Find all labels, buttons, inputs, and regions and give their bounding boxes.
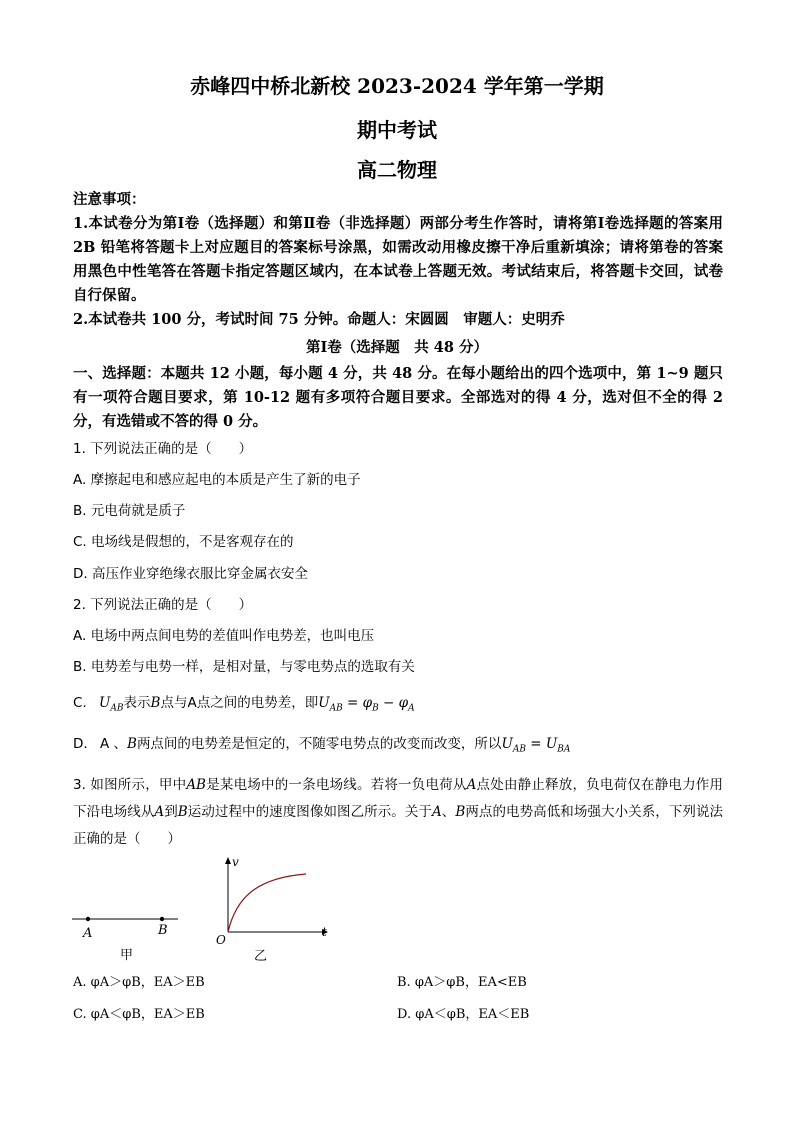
q2-c-u: $U_{AB}$ bbox=[99, 695, 124, 714]
subject-title: 高二物理 bbox=[357, 158, 437, 182]
figure-yi bbox=[210, 852, 335, 964]
figure-yi-caption: 乙 bbox=[254, 949, 268, 964]
q2-c-prefix: C. bbox=[73, 695, 87, 711]
figure-jia-caption: 甲 bbox=[120, 948, 134, 963]
figure-jia bbox=[70, 905, 190, 965]
v-axis-label: v bbox=[232, 855, 239, 869]
q2-option-a: A. 电场中两点间电势的差值叫作电势差，也叫电压 bbox=[73, 628, 375, 644]
q2-option-d: D. A 、B两点间的电势差是恒定的，不随零电势点的改变而改变，所以$U_{AB} = U_{BA}$ bbox=[73, 736, 571, 755]
q1-stem: 1. 下列说法正确的是（ ） bbox=[73, 441, 253, 457]
velocity-curve bbox=[228, 874, 306, 932]
school-title: 赤峰四中桥北新校 2023-2024 学年第一学期 bbox=[190, 74, 604, 98]
q2-option-b: B. 电势差与电势一样，是相对量，与零电势点的选取有关 bbox=[73, 659, 415, 675]
notes-heading: 注意事项： bbox=[73, 191, 146, 208]
q1-option-d: D. 高压作业穿绝缘衣服比穿金属衣安全 bbox=[73, 566, 308, 582]
q2-c-formula: $U_{AB} = \varphi_B - \varphi_A$ bbox=[318, 695, 415, 714]
notes-block bbox=[73, 188, 723, 332]
point-b-label: B bbox=[158, 923, 168, 938]
notes-line-1: 1.本试卷分为第Ⅰ卷（选择题）和第Ⅱ卷（非选择题）两部分考生作答时，请将第Ⅰ卷选择题的答案用 2B 铅笔将答题卡上对应题目的答案标号涂黑，如需改动用橡皮擦干净后重新填涂；请将第卷的答案用黑色中性笔答在答题卡指定答题区域内，在本试卷上答题无效。考试结束后，将答题卡交回，试卷自行保留。 bbox=[73, 215, 723, 304]
notes-line-2: 2.本试卷共 100 分，考试时间 75 分钟。命题人：宋圆圆 审题人：史明乔 bbox=[73, 311, 565, 328]
q3-stem: 3. 如图所示，甲中AB是某电场中的一条电场线。若将一负电荷从A点处由静止释放，负电荷仅在静电力作用下沿电场线从A到B运动过程中的速度图像如图乙所示。关于A、B两点的电势高低和场强大小关系，下列说法正确的是（ ） bbox=[73, 777, 724, 847]
q2-option-c: C. $U_{AB}$表示B点与A点之间的电势差，即$U_{AB} = \varphi_B - \varphi_A$ bbox=[73, 695, 415, 714]
origin-label: O bbox=[216, 933, 226, 947]
section-heading: 第Ⅰ卷（选择题 共 48 分） bbox=[305, 339, 489, 356]
t-axis-label: t bbox=[322, 925, 327, 939]
q1-option-c: C. 电场线是假想的，不是客观存在的 bbox=[73, 534, 294, 550]
q3-option-d: D. φA＜φB，EA＜EB bbox=[397, 1007, 530, 1022]
v-axis-arrow bbox=[225, 857, 231, 864]
q2-d-formula: $U_{AB} = U_{BA}$ bbox=[501, 736, 571, 755]
q3-option-a: A. φA＞φB，EA＞EB bbox=[73, 975, 205, 990]
section-description: 一、选择题：本题共 12 小题，每小题 4 分，共 48 分。在每小题给出的四个选项中，第 1~9 题只有一项符合题目要求，第 10-12 题有多项符合题目要求。全部选对的得 4 分，选对但不全的得 2 分，有选错或不答的得 0 分。 bbox=[73, 365, 723, 430]
q3-option-c: C. φA＜φB，EA＞EB bbox=[73, 1007, 205, 1022]
q1-option-a: A. 摩擦起电和感应起电的本质是产生了新的电子 bbox=[73, 472, 361, 488]
point-a-label: A bbox=[83, 926, 93, 941]
q1-option-b: B. 元电荷就是质子 bbox=[73, 503, 186, 519]
q3-option-b: B. φA＞φB，EA<EB bbox=[397, 975, 527, 990]
exam-title: 期中考试 bbox=[357, 118, 437, 142]
point-a-dot bbox=[86, 917, 90, 921]
q2-stem: 2. 下列说法正确的是（ ） bbox=[73, 597, 253, 613]
point-b-dot bbox=[160, 917, 164, 921]
